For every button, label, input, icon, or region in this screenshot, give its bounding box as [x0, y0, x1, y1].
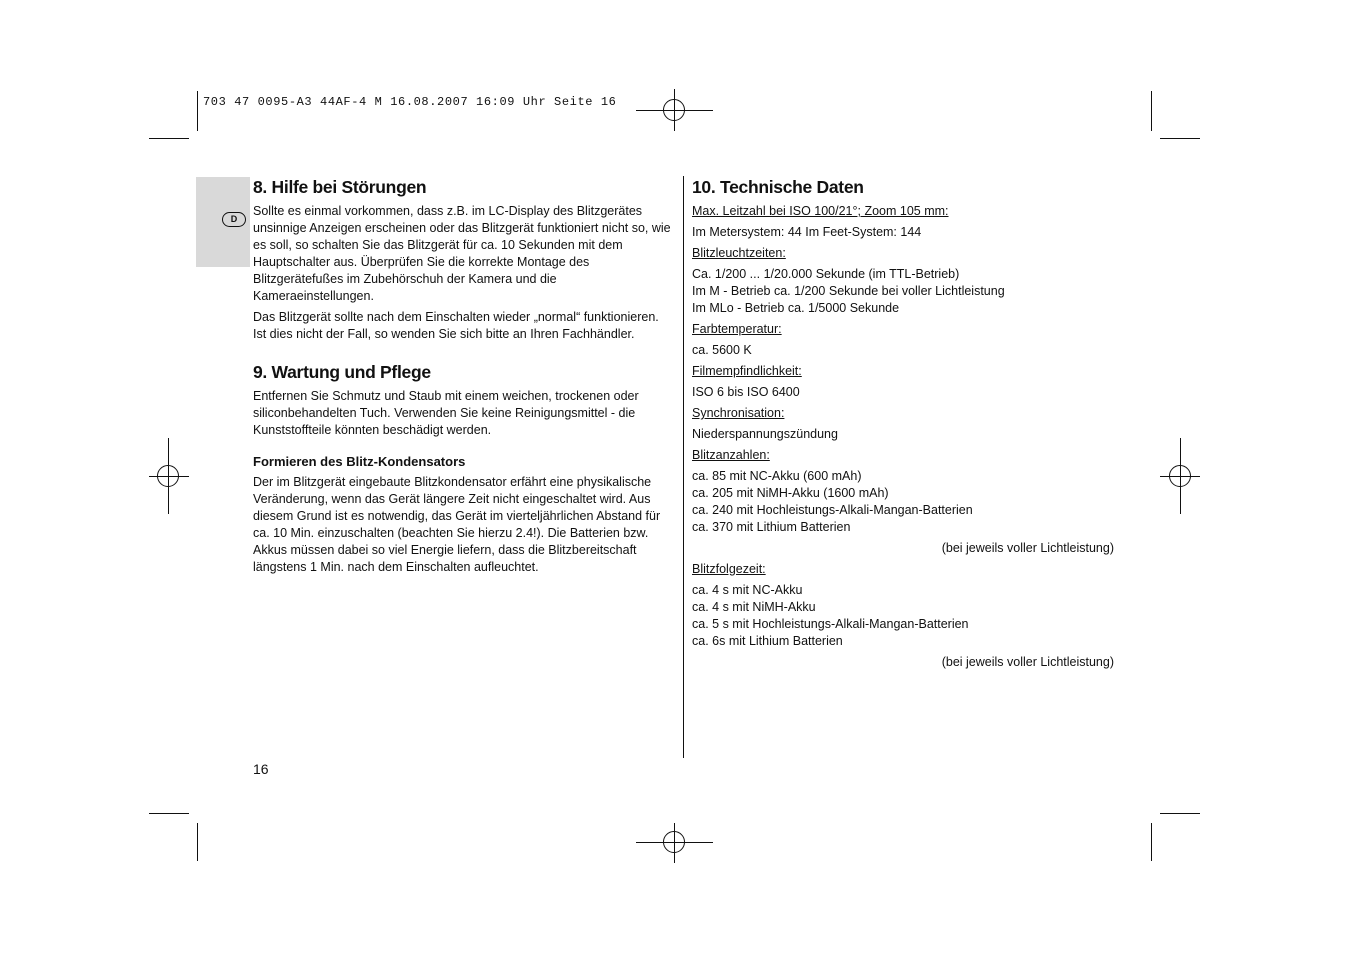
registration-target-icon	[663, 831, 685, 853]
registration-target-icon	[663, 99, 685, 121]
section-9-title: 9. Wartung und Pflege	[253, 362, 431, 382]
section-8-paragraph-1: Sollte es einmal vorkommen, dass z.B. im LC-Display des Blitzgerätes unsinnige Anzeigen erscheinen oder das Blitzgerät funktioniert nicht so, wie es soll, so schalten Sie das Blitzgerät für ca. 10 Sekunden mit dem Hauptschalter aus. Überprüfen Sie die korrekte Montage des Blitzgerätefußes im Zubehörschuh der Kamera und die Kameraeinstellungen.	[253, 204, 671, 303]
spec-value-blitzanzahl-3: ca. 240 mit Hochleistungs-Alkali-Mangan-Batterien	[692, 503, 973, 517]
spec-label-blitzanzahlen: Blitzanzahlen:	[692, 448, 770, 462]
spec-note-blitzanzahlen: (bei jeweils voller Lichtleistung)	[941, 541, 1114, 555]
spec-label-farbtemperatur: Farbtemperatur:	[692, 322, 782, 336]
section-9-paragraph-1: Entfernen Sie Schmutz und Staub mit einem weichen, trockenen oder siliconbehandelten Tuch. Verwenden Sie keine Reinigungsmittel - die Kunststoffteile könnten beschädigt werden.	[253, 389, 639, 437]
section-9-paragraph-2: Der im Blitzgerät eingebaute Blitzkondensator erfährt eine physikalische Veränderung, wenn das Gerät längere Zeit nicht eingeschaltet wird. Aus diesem Grund ist es notwendig, das Gerät im vierteljährlichen Abstand für ca. 10 Min. einzuschalten (beachten Sie hierzu 2.4!). Die Batterien bzw. Akkus müssen dabei so viel Energie liefern, dass die Blitzbereitschaft längstens 1 Min. nach dem Einschalten aufleuchtet.	[253, 475, 661, 574]
section-9-subheading: Formieren des Blitz-Kondensators	[253, 454, 466, 469]
spec-value-farbtemperatur: ca. 5600 K	[692, 343, 752, 357]
section-8-paragraph-2: Das Blitzgerät sollte nach dem Einschalten wieder „normal“ funktionieren. Ist dies nicht der Fall, so wenden Sie sich bitte an Ihren Fachhändler.	[253, 310, 659, 341]
spec-value-blitzfolgezeit-1: ca. 4 s mit NC-Akku	[692, 583, 803, 597]
spec-label-filmempfindlichkeit: Filmempfindlichkeit:	[692, 364, 802, 378]
registration-target-icon	[1169, 465, 1191, 487]
left-column	[253, 176, 673, 580]
registration-target-icon	[157, 465, 179, 487]
spec-value-blitzfolgezeit-4: ca. 6s mit Lithium Batterien	[692, 634, 843, 648]
language-badge: D	[222, 212, 246, 227]
spec-label-leitzahl: Max. Leitzahl bei ISO 100/21°; Zoom 105 mm:	[692, 204, 949, 218]
spec-value-blitzleuchtzeit-3: Im MLo - Betrieb ca. 1/5000 Sekunde	[692, 301, 900, 315]
section-8-title: 8. Hilfe bei Störungen	[253, 177, 427, 197]
spec-label-blitzleuchtzeiten: Blitzleuchtzeiten:	[692, 246, 786, 260]
print-header-line: 703 47 0095-A3 44AF-4 M 16.08.2007 16:09 Uhr Seite 16	[203, 95, 617, 109]
spec-value-blitzfolgezeit-2: ca. 4 s mit NiMH-Akku	[692, 600, 816, 614]
spec-label-synchronisation: Synchronisation:	[692, 406, 785, 420]
right-column	[692, 176, 1114, 671]
spec-value-blitzanzahl-2: ca. 205 mit NiMH-Akku (1600 mAh)	[692, 486, 889, 500]
column-divider	[683, 176, 684, 758]
spec-value-blitzfolgezeit-3: ca. 5 s mit Hochleistungs-Alkali-Mangan-Batterien	[692, 617, 969, 631]
spec-value-blitzleuchtzeit-2: Im M - Betrieb ca. 1/200 Sekunde bei voller Lichtleistung	[692, 284, 1005, 298]
section-10-title: 10. Technische Daten	[692, 177, 864, 197]
page-number: 16	[253, 761, 269, 777]
spec-value-blitzleuchtzeit-1: Ca. 1/200 ... 1/20.000 Sekunde (im TTL-Betrieb)	[692, 267, 960, 281]
spec-value-blitzanzahl-4: ca. 370 mit Lithium Batterien	[692, 520, 851, 534]
spec-note-blitzfolgezeit: (bei jeweils voller Lichtleistung)	[941, 655, 1114, 669]
spec-value-synchronisation: Niederspannungszündung	[692, 427, 838, 441]
spec-value-blitzanzahl-1: ca. 85 mit NC-Akku (600 mAh)	[692, 469, 862, 483]
spec-label-blitzfolgezeit: Blitzfolgezeit:	[692, 562, 766, 576]
spec-value-leitzahl: Im Metersystem: 44 Im Feet-System: 144	[692, 225, 922, 239]
spec-value-filmempfindlichkeit: ISO 6 bis ISO 6400	[692, 385, 800, 399]
